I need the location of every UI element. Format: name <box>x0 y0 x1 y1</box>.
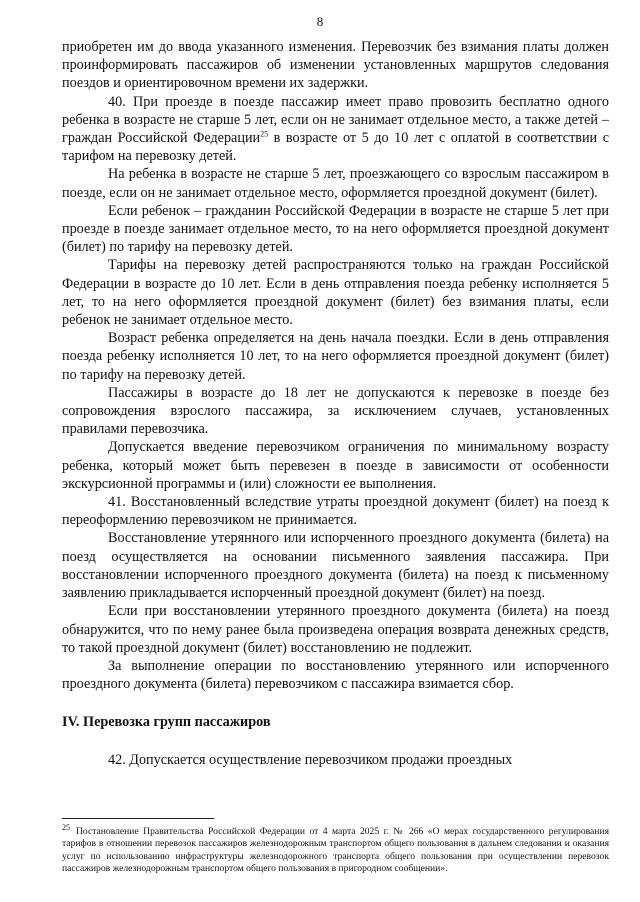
paragraph-40 <box>62 93 609 166</box>
paragraph: Если при восстановлении утерянного проездного документа (билета) на поезд обнаружится, что по нему ранее была произведена операция возврата денежных средств, то такой проездной документ (билет) восстановлению не подлежит. <box>62 603 609 656</box>
paragraph-42: 42. Допускается осуществление перевозчиком продажи проездных <box>108 751 513 768</box>
footnote-separator <box>62 818 214 819</box>
footnote-text: Постановление Правительства Российской Федерации от 4 марта 2025 г. № 266 «О мерах государственного регулирования тарифов в отношении перевозок пассажиров железнодорожным транспортом общего пользования в дальнем следовании и оказания услуг по использованию инфраструктуры железнодорожного транспорта общего пользования при осуществлении перевозок пассажиров железнодорожным транспортом общего пользования в пригородном сообщении». <box>62 826 609 875</box>
paragraph: Возраст ребенка определяется на день начала поездки. Если в день отправления поезда ребенку исполняется 10 лет, то на него оформляется проездной документ (билет) по тарифу на перевозку детей. <box>62 330 609 383</box>
paragraph: На ребенка в возрасте не старше 5 лет, проезжающего со взрослым пассажиром в поезде, если он не занимает отдельное место, оформляется проездной документ (билет). <box>62 166 609 201</box>
paragraph-text: в возрасте от 5 до 10 лет с оплатой в соответствии с тарифом на перевозку детей. <box>62 130 609 165</box>
page-number: 8 <box>316 14 324 29</box>
paragraph: Пассажиры в возрасте до 18 лет не допускаются к перевозке в поезде без сопровождения взрослого пассажира, за исключением случаев, установленных правилами перевозчика. <box>62 384 609 438</box>
footnote-mark: 25 <box>62 822 70 832</box>
paragraph: Восстановление утерянного или испорченного проездного документа (билета) на поезд осуществляется на основании письменного заявления пассажира. При восстановлении испорченного проездного документа (билета) на поезд к письменному заявлению прикладывается испорченный проездной документ (билет) на поезд. <box>62 530 609 602</box>
footnote <box>62 822 609 876</box>
section-title: IV. Перевозка групп пассажиров <box>62 714 271 731</box>
paragraph: приобретен им до ввода указанного изменения. Перевозчик без взимания платы должен проинформировать пассажиров об изменении установленных маршрутов следования поездов и ориентировочном времени их задержки. <box>62 39 609 92</box>
paragraph: За выполнение операции по восстановлению утерянного или испорченного проездного документа (билета) перевозчиком с пассажира взимается сбор. <box>62 657 609 693</box>
document-body <box>62 38 609 769</box>
paragraph: Тарифы на перевозку детей распространяются только на граждан Российской Федерации в возрасте до 10 лет. Если в день отправления поезда ребенку исполняется 5 лет, то на него оформляется проездной документ (билет) без взимания платы, если ребенок не занимает отдельное место. <box>62 257 609 329</box>
paragraph-text: 40. При проезде в поезде пассажир имеет право провозить бесплатно одного ребенка в возрасте не старше 5 лет, если он не занимает отдельное место, а также детей – граждан Российской Федерации <box>62 93 609 147</box>
paragraph-41: 41. Восстановленный вследствие утраты проездной документ (билет) на поезд к переоформлению перевозчиком не принимается. <box>62 494 609 529</box>
paragraph: Допускается введение перевозчиком ограничения по минимальному возрасту ребенка, который может быть перевезен в поезде в зависимости от особенности экскурсионной программы и (или) сложности ее выполнения. <box>62 439 609 492</box>
footnote-reference[interactable]: 25 <box>260 129 269 139</box>
paragraph: Если ребенок – гражданин Российской Федерации в возрасте не старше 5 лет при проезде в поезде занимает отдельное место, то на него оформляется проездной документ (билет) по тарифу на перевозку детей. <box>62 202 609 256</box>
